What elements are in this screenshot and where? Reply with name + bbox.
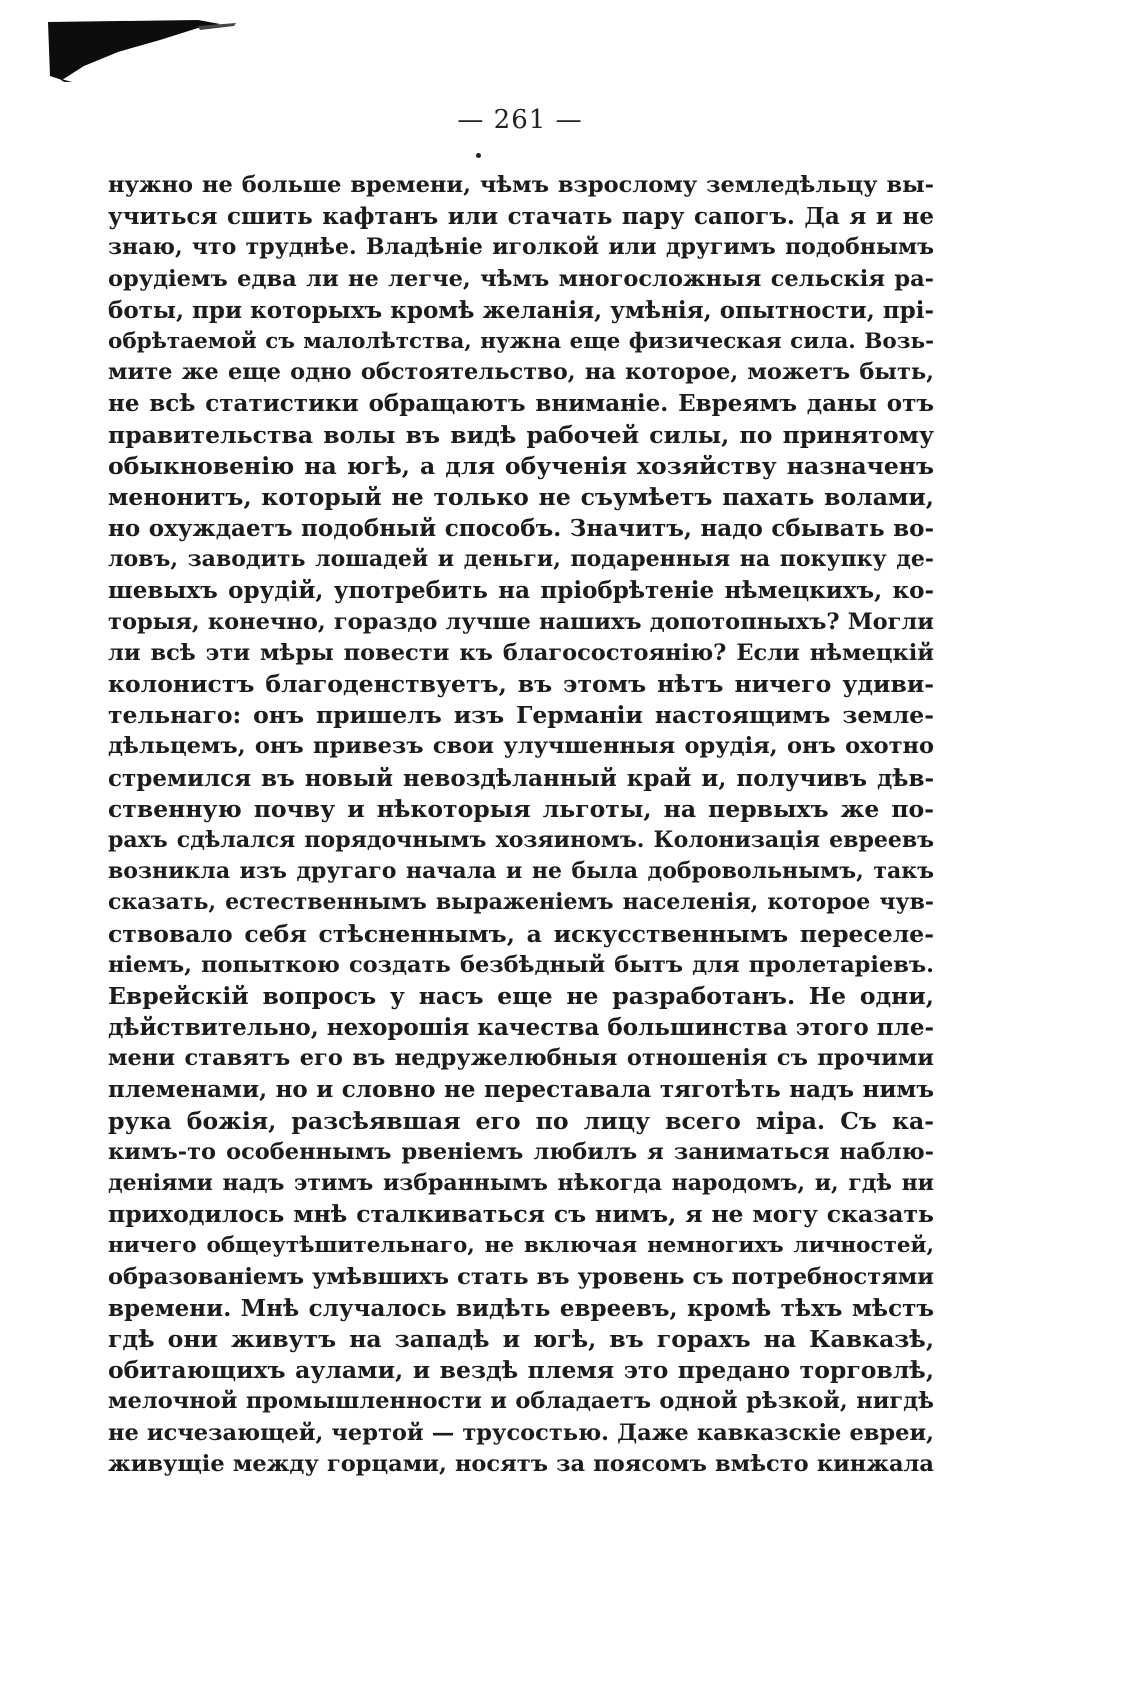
text-line: деніями надъ этимъ избраннымъ нѣкогда народомъ, и, гдѣ ни	[108, 1170, 934, 1196]
text-line: шевыхъ орудій, употребить на пріобрѣтеніе нѣмецкихъ, ко-	[108, 577, 934, 605]
text-line: но охуждаетъ подобный способъ. Значитъ, надо сбывать во-	[108, 515, 934, 543]
text-line: мени ставятъ его въ недружелюбныя отношенія съ прочими	[108, 1045, 934, 1072]
text-line: ствовало себя стѣсненнымъ, а искусственнымъ переселе-	[108, 919, 934, 948]
text-line: учиться сшить кафтанъ или стачать пару сапогъ. Да я и не	[108, 203, 934, 231]
text-line: не всѣ статистики обращаютъ вниманіе. Евреямъ даны отъ	[108, 390, 934, 418]
text-line: ли всѣ эти мѣры повести къ благосостоянію? Если нѣмецкій	[108, 639, 934, 666]
ink-dot	[476, 153, 481, 158]
text-line: орудіемъ едва ли не легче, чѣмъ многосложныя сельскія ра-	[108, 265, 934, 292]
scan-artifact-mark	[48, 18, 238, 82]
text-line: мелочной промышленности и обладаетъ одной рѣзкой, нигдѣ	[108, 1388, 934, 1415]
text-line: обитающихъ аулами, и вездѣ племя это предано торговлѣ,	[108, 1356, 934, 1385]
text-line: знаю, что труднѣе. Владѣніе иголкой или другимъ подобнымъ	[108, 234, 934, 261]
text-line: ловъ, заводить лошадей и деньги, подаренныя на покупку де-	[108, 546, 934, 573]
page-number: — 261 —	[457, 105, 583, 135]
text-line: не исчезающей, чертой — трусостью. Даже кавказскіе евреи,	[108, 1419, 934, 1446]
text-line: кимъ-то особеннымъ рвеніемъ любилъ я заниматься наблю-	[108, 1138, 934, 1165]
text-line: мите же еще одно обстоятельство, на которое, можетъ быть,	[108, 359, 934, 386]
text-line: ственную почву и нѣкоторыя льготы, на первыхъ же по-	[108, 794, 934, 823]
text-line: менонитъ, который не только не съумѣетъ пахать волами,	[108, 482, 934, 511]
body-text	[108, 170, 934, 1480]
text-line: колонистъ благоденствуетъ, въ этомъ нѣтъ ничего удиви-	[108, 670, 934, 698]
text-line: правительства волы въ видѣ рабочей силы, по принятому	[108, 420, 934, 449]
text-line: торыя, конечно, гораздо лучше нашихъ допотопныхъ? Могли	[108, 608, 934, 635]
text-line: нужно не больше времени, чѣмъ взрослому земледѣльцу вы-	[108, 172, 934, 198]
text-line: дѣльцемъ, онъ привезъ свои улучшенныя орудія, онъ охотно	[108, 733, 934, 760]
text-line: стремился въ новый невоздѣланный край и, получивъ дѣв-	[108, 764, 934, 792]
text-line: приходилось мнѣ сталкиваться съ нимъ, я не могу сказать	[108, 1200, 934, 1229]
text-line: ніемъ, попыткою создать безбѣдный бытъ для пролетаріевъ.	[108, 951, 934, 978]
text-line: сказать, естественнымъ выраженіемъ населенія, которое чув-	[108, 889, 934, 916]
text-line: рука божія, разсѣявшая его по лицу всего міра. Съ ка-	[108, 1106, 934, 1135]
text-line: образованіемъ умѣвшихъ стать въ уровень съ потребностями	[108, 1263, 934, 1290]
text-line: возникла изъ другаго начала и не была добровольнымъ, такъ	[108, 858, 934, 885]
text-line: ничего общеутѣшительнаго, не включая немногихъ личностей,	[108, 1233, 934, 1259]
text-line: боты, при которыхъ кромѣ желанія, умѣнія, опытности, прі-	[108, 296, 934, 324]
text-line: гдѣ они живутъ на западѣ и югѣ, въ горахъ на Кавказѣ,	[108, 1324, 934, 1353]
text-line: обрѣтаемой съ малолѣтства, нужна еще физическая сила. Возь-	[108, 328, 934, 354]
text-line: рахъ сдѣлался порядочнымъ хозяиномъ. Колонизація евреевъ	[108, 826, 934, 853]
text-line: дѣйствительно, нехорошія качества большинства этого пле-	[108, 1014, 934, 1042]
text-line: живущіе между горцами, носятъ за поясомъ вмѣсто кинжала	[108, 1450, 934, 1477]
text-line: племенами, но и словно не переставала тяготѣть надъ нимъ	[108, 1076, 934, 1104]
text-line: тельнаго: онъ пришелъ изъ Германіи настоящимъ земле-	[108, 701, 934, 730]
text-line: Еврейскій вопросъ у насъ еще не разработанъ. Не одни,	[108, 981, 934, 1010]
text-line: обыкновенію на югѣ, а для обученія хозяйству назначенъ	[108, 451, 934, 480]
text-line: времени. Мнѣ случалось видѣть евреевъ, кромѣ тѣхъ мѣстъ	[108, 1294, 934, 1322]
